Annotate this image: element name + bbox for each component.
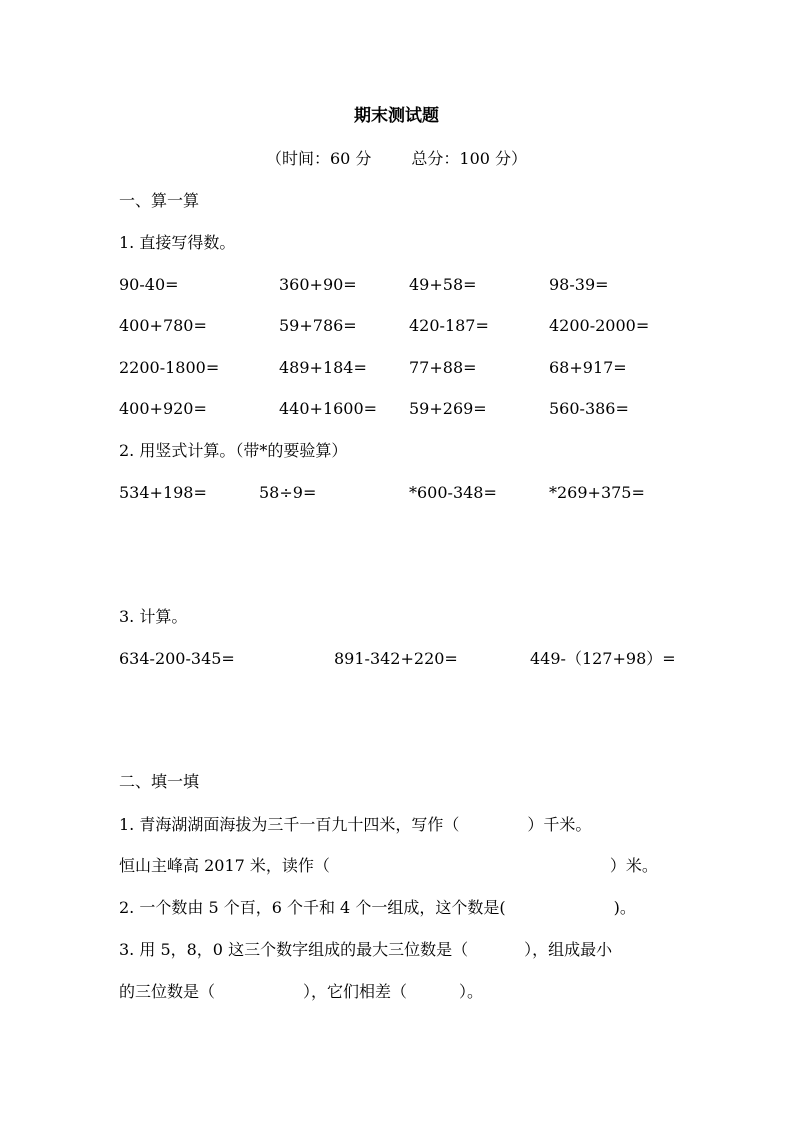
- calc-item: 360+90=: [279, 275, 357, 294]
- fill-q3-text-a: 3. 用 5，8，0 这三个数字组成的最大三位数是（: [119, 940, 469, 959]
- q1-2-label: 2. 用竖式计算。（带*的要验算）: [119, 441, 348, 460]
- mixed-calc-item: 891-342+220=: [334, 649, 458, 668]
- calc-item: 77+88=: [409, 358, 477, 377]
- calc-item: 59+786=: [279, 316, 357, 335]
- fill-q2-line: [119, 898, 636, 918]
- calc-item: 59+269=: [409, 399, 487, 418]
- fill-q1-text-c: 恒山主峰高 2017 米，读作（: [119, 856, 330, 875]
- fill-q1-line1: [119, 815, 591, 835]
- fill-q1-text-b: ）千米。: [527, 815, 592, 834]
- calc-item: 90-40=: [119, 275, 179, 294]
- vertical-calc-item: *600-348=: [409, 483, 497, 502]
- calc-item: 420-187=: [409, 316, 489, 335]
- mixed-calc-item: 634-200-345=: [119, 649, 235, 668]
- calc-item: 400+920=: [119, 399, 207, 418]
- calc-item: 560-386=: [549, 399, 629, 418]
- exam-time: （时间：60 分: [265, 149, 372, 168]
- calc-item: 98-39=: [549, 275, 609, 294]
- page-title: 期末测试题: [354, 106, 439, 126]
- calc-item: 440+1600=: [279, 399, 378, 418]
- fill-q2-text-b: )。: [613, 898, 636, 917]
- calc-item: 400+780=: [119, 316, 207, 335]
- exam-total-score: 总分：100 分）: [411, 149, 528, 168]
- calc-item: 2200-1800=: [119, 358, 220, 377]
- mixed-calc-item: 449-（127+98）=: [530, 649, 676, 668]
- fill-q3-text-b: ），组成最小: [524, 940, 613, 959]
- section-2-heading: 二、填一填: [119, 772, 200, 791]
- fill-q3-line1: [119, 940, 612, 960]
- fill-q3-line2: [119, 982, 483, 1002]
- fill-q3-text-c: 的三位数是（: [119, 982, 216, 1001]
- q1-1-label: 1. 直接写得数。: [119, 233, 236, 252]
- calc-item: 489+184=: [279, 358, 367, 377]
- vertical-calc-item: 534+198=: [119, 483, 207, 502]
- fill-q2-text-a: 2. 一个数由 5 个百，6 个千和 4 个一组成，这个数是(: [119, 898, 506, 917]
- q1-3-label: 3. 计算。: [119, 607, 188, 626]
- vertical-calc-item: 58÷9=: [259, 483, 317, 502]
- section-1-heading: 一、算一算: [119, 191, 200, 210]
- fill-q3-text-d: ），它们相差（: [303, 982, 408, 1001]
- calc-item: 68+917=: [549, 358, 627, 377]
- fill-q3-text-e: ）。: [459, 982, 484, 1001]
- fill-q1-line2: [119, 856, 658, 876]
- calc-item: 4200-2000=: [549, 316, 650, 335]
- fill-q1-text-a: 1. 青海湖湖面海拔为三千一百九十四米，写作（: [119, 815, 460, 834]
- calc-item: 49+58=: [409, 275, 477, 294]
- vertical-calc-item: *269+375=: [549, 483, 645, 502]
- exam-info: [0, 149, 793, 169]
- fill-q1-text-d: ）米。: [609, 856, 658, 875]
